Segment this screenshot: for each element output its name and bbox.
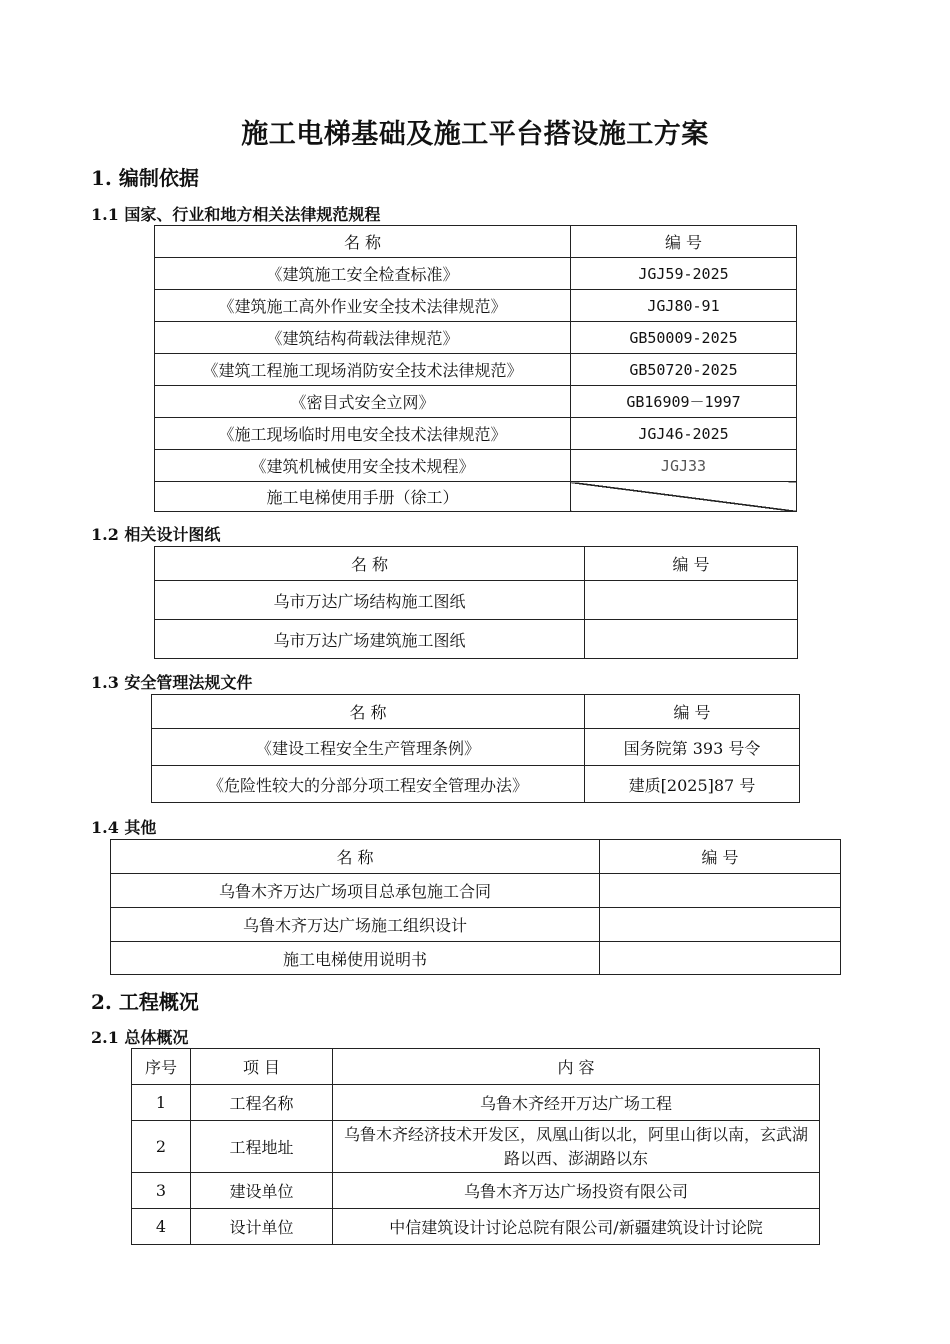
table-row [132,1173,820,1209]
table-row [155,386,797,418]
column-header-name: 名 称 [155,547,585,581]
drawing-code [585,581,798,620]
column-header-item: 项 目 [191,1049,333,1085]
document-name: 施工电梯使用说明书 [111,942,600,975]
standard-code: GB16909－1997 [571,386,797,418]
column-header-name: 名 称 [111,840,600,874]
table-row [155,482,797,512]
document-code [600,942,841,975]
standard-code: GB50009-2025 [571,322,797,354]
table-row [111,874,841,908]
section-1-1-heading: 1.1 国家、行业和地方相关法律规范规程 [91,205,381,224]
drawing-name: 乌市万达广场结构施工图纸 [155,581,585,620]
row-index: 4 [132,1209,191,1245]
document-name: 乌鲁木齐万达广场项目总承包施工合同 [111,874,600,908]
standard-name: 《施工现场临时用电安全技术法律规范》 [155,418,571,450]
drawing-code [585,620,798,659]
table-row [152,729,800,766]
other-documents-table [110,839,841,975]
drawings-table [154,546,798,659]
table-row [132,1085,820,1121]
table-row [155,450,797,482]
section-1-4-heading: 1.4 其他 [91,818,157,837]
table-header-row [155,226,797,258]
table-row [155,354,797,386]
regulation-name: 《危险性较大的分部分项工程安全管理办法》 [152,766,585,803]
row-content: 中信建筑设计讨论总院有限公司/新疆建筑设计讨论院 [333,1209,820,1245]
table-row [155,258,797,290]
row-content: 乌鲁木齐经济技术开发区，凤凰山街以北，阿里山街以南，玄武湖路以西、澎湖路以东 [333,1121,820,1173]
section-1-2-heading: 1.2 相关设计图纸 [91,525,221,544]
row-item: 工程名称 [191,1085,333,1121]
table-row [155,322,797,354]
row-item: 工程地址 [191,1121,333,1173]
drawing-name: 乌市万达广场建筑施工图纸 [155,620,585,659]
section-1-3-heading: 1.3 安全管理法规文件 [91,673,253,692]
project-overview-table [131,1048,820,1245]
standard-name: 《建筑机械使用安全技术规程》 [155,450,571,482]
document-code [600,908,841,942]
row-index: 3 [132,1173,191,1209]
standard-name: 施工电梯使用手册（徐工） [155,482,571,512]
table-row [132,1121,820,1173]
column-header-content: 内 容 [333,1049,820,1085]
standard-code: JGJ33 [571,450,797,482]
column-header-index: 序号 [132,1049,191,1085]
standard-code: JGJ46-2025 [571,418,797,450]
standard-code: GB50720-2025 [571,354,797,386]
row-index: 1 [132,1085,191,1121]
table-row [155,581,798,620]
table-row [152,766,800,803]
row-index: 2 [132,1121,191,1173]
document-name: 乌鲁木齐万达广场施工组织设计 [111,908,600,942]
column-header-code: 编 号 [571,226,797,258]
table-header-row [111,840,841,874]
row-content: 乌鲁木齐万达广场投资有限公司 [333,1173,820,1209]
table-header-row [155,547,798,581]
table-row [155,620,798,659]
standard-name: 《建筑工程施工现场消防安全技术法律规范》 [155,354,571,386]
document-title: 施工电梯基础及施工平台搭设施工方案 [241,119,709,150]
column-header-code: 编 号 [600,840,841,874]
regulation-name: 《建设工程安全生产管理条例》 [152,729,585,766]
section-1-heading: 1. 编制依据 [91,166,199,190]
standards-table [154,225,797,512]
column-header-code: 编 号 [585,547,798,581]
column-header-name: 名 称 [152,695,585,729]
regulations-table [151,694,800,803]
regulation-code: 国务院第 393 号令 [585,729,800,766]
section-2-heading: 2. 工程概况 [91,990,199,1014]
row-content: 乌鲁木齐经开万达广场工程 [333,1085,820,1121]
standard-code: JGJ80-91 [571,290,797,322]
table-header-row [132,1049,820,1085]
column-header-code: 编 号 [585,695,800,729]
document-code [600,874,841,908]
table-header-row [152,695,800,729]
table-row [155,290,797,322]
column-header-name: 名 称 [155,226,571,258]
table-row [155,418,797,450]
standard-name: 《建筑施工安全检查标准》 [155,258,571,290]
row-item: 设计单位 [191,1209,333,1245]
standard-name: 《建筑结构荷载法律规范》 [155,322,571,354]
standard-name: 《密目式安全立网》 [155,386,571,418]
row-item: 建设单位 [191,1173,333,1209]
regulation-code: 建质[2025]87 号 [585,766,800,803]
section-2-1-heading: 2.1 总体概况 [91,1028,189,1047]
standard-code: JGJ59-2025 [571,258,797,290]
standard-name: 《建筑施工高外作业安全技术法律规范》 [155,290,571,322]
table-row [132,1209,820,1245]
table-row [111,942,841,975]
table-row [111,908,841,942]
diagonal-empty-cell [571,482,797,512]
